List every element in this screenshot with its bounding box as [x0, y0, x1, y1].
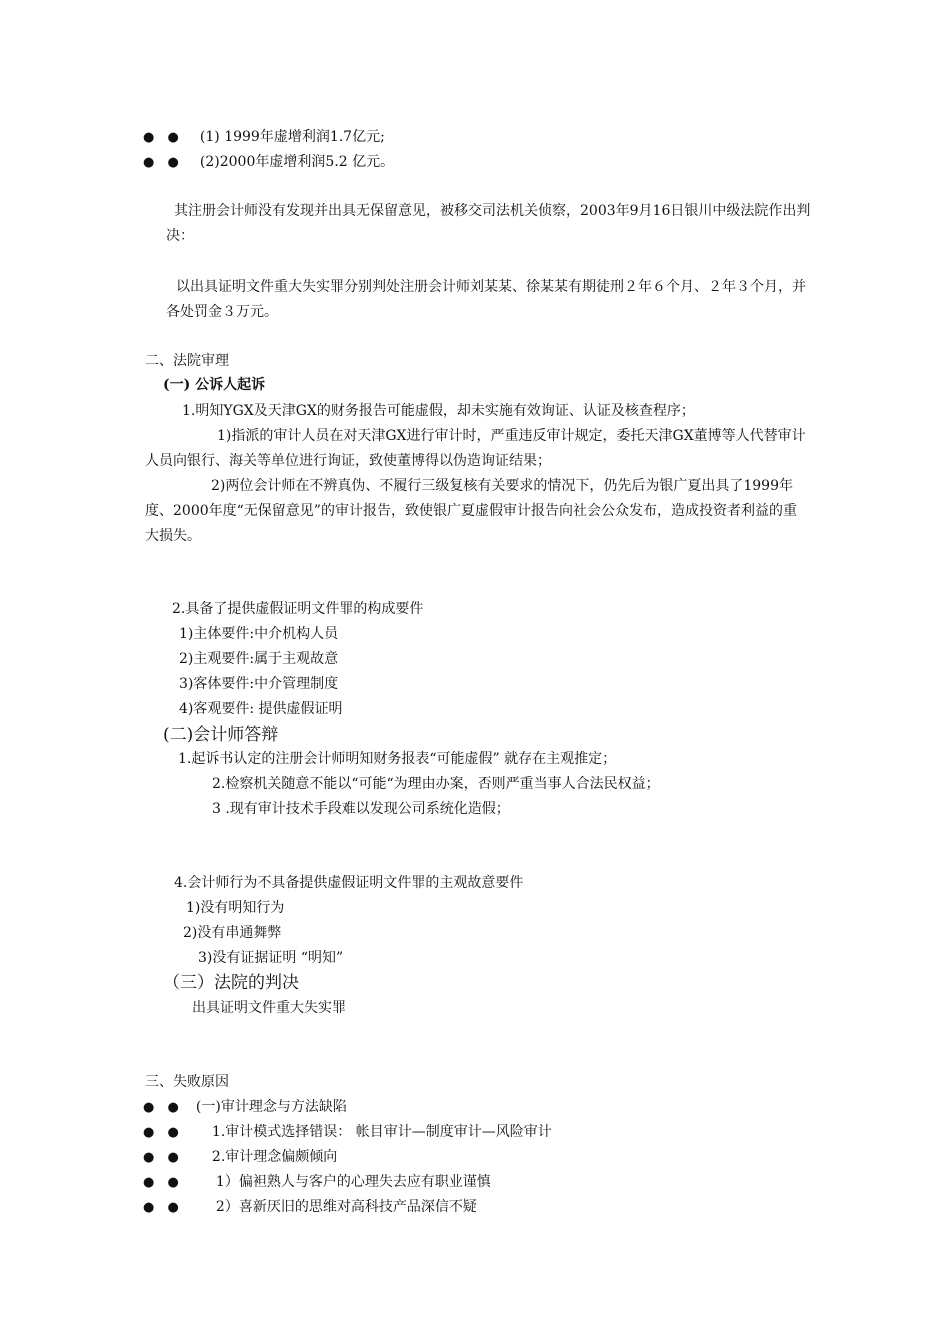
bullet-item: [143, 1198, 477, 1217]
bullet-text: (1) 1999年虚增利润1.7亿元;: [199, 129, 385, 145]
bullet-icon: ●: [143, 155, 155, 170]
bullet-icon: ●: [167, 155, 179, 170]
bullet-text: 2）喜新厌旧的思维对高科技产品深信不疑: [215, 1199, 477, 1215]
bullet-text: 1.审计模式选择错误： 帐目审计—制度审计—风险审计: [211, 1124, 552, 1140]
bullet-icon: ●: [143, 1175, 155, 1190]
subsection-title: (二)会计师答辩: [163, 725, 279, 745]
bullet-item-1999: [143, 128, 385, 147]
defense-sub-item: 1)没有明知行为: [186, 900, 285, 916]
bullet-icon: ●: [167, 130, 179, 145]
bullet-text: 1）偏袒熟人与客户的心理失去应有职业谨慎: [215, 1174, 491, 1190]
bullet-item: [143, 1098, 347, 1117]
bullet-icon: ●: [143, 1125, 155, 1140]
charge-item-1-1: 1)指派的审计人员在对天津GX进行审计时，严重违反审计规定，委托天津GX董博等人代替审计人员向银行、海关等单位进行询证，致使董博得以伪造询证结果；: [145, 428, 806, 469]
bullet-icon: ●: [167, 1200, 179, 1215]
intro-paragraph: 其注册会计师没有发现并出具无保留意见，被移交司法机关侦察，2003年9月16日银川中级法院作出判决：: [166, 203, 811, 244]
bullet-icon: ●: [167, 1100, 179, 1115]
charge-item-1-2: 2)两位会计师在不辨真伪、不履行三级复核有关要求的情况下，仍先后为银广夏出具了1999年度、2000年度“无保留意见”的审计报告，致使银广夏虚假审计报告向社会公众发布，造成投资者利益的重大损失。: [145, 478, 797, 544]
charge-item-2: 2.具备了提供虚假证明文件罪的构成要件: [172, 601, 424, 617]
bullet-item-2000: [143, 153, 394, 172]
bullet-icon: ●: [167, 1150, 179, 1165]
bullet-icon: ●: [143, 1100, 155, 1115]
bullet-item: [143, 1148, 337, 1167]
element-item: 3)客体要件:中介管理制度: [179, 676, 339, 692]
bullet-item: [143, 1123, 552, 1142]
defense-sub-item: 2)没有串通舞弊: [183, 925, 282, 941]
section-title: 二、法院审理: [145, 353, 229, 369]
bullet-icon: ●: [143, 1200, 155, 1215]
bullet-item: [143, 1173, 491, 1192]
bullet-text: 2.审计理念偏颇倾向: [211, 1149, 338, 1165]
charge-item-1: 1.明知YGX及天津GX的财务报告可能虚假，却未实施有效询证、认证及核查程序；: [182, 403, 695, 419]
defense-item-2: 2.检察机关随意不能以“可能“为理由办案，否则严重当事人合法民权益；: [212, 776, 660, 792]
element-item: 1)主体要件:中介机构人员: [179, 626, 339, 642]
defense-item-1: 1.起诉书认定的注册会计师明知财务报表“可能虚假” 就存在主观推定；: [178, 751, 617, 767]
element-item: 4)客观要件: 提供虚假证明: [179, 701, 343, 717]
bullet-text: (一)审计理念与方法缺陷: [195, 1099, 347, 1115]
court-judgment: 出具证明文件重大失实罪: [192, 1000, 346, 1016]
subsection-title: (一) 公诉人起诉: [163, 377, 266, 393]
bullet-icon: ●: [143, 1150, 155, 1165]
element-item: 2)主观要件:属于主观故意: [179, 651, 339, 667]
defense-item-4: 4.会计师行为不具备提供虚假证明文件罪的主观故意要件: [174, 875, 524, 891]
bullet-text: (2)2000年虚增利润5.2 亿元。: [199, 154, 395, 170]
verdict-paragraph: 以出具证明文件重大失实罪分别判处注册会计师刘某某、徐某某有期徒刑２年６个月、２年３个月，并各处罚金３万元。: [166, 279, 806, 320]
section-title: 三、失败原因: [145, 1074, 229, 1090]
defense-sub-item: 3)没有证据证明 “明知”: [198, 950, 344, 966]
defense-item-3: 3 .现有审计技术手段难以发现公司系统化造假；: [212, 801, 510, 817]
bullet-icon: ●: [143, 130, 155, 145]
bullet-icon: ●: [167, 1175, 179, 1190]
bullet-icon: ●: [167, 1125, 179, 1140]
subsection-title: （三）法院的判决: [163, 973, 299, 993]
